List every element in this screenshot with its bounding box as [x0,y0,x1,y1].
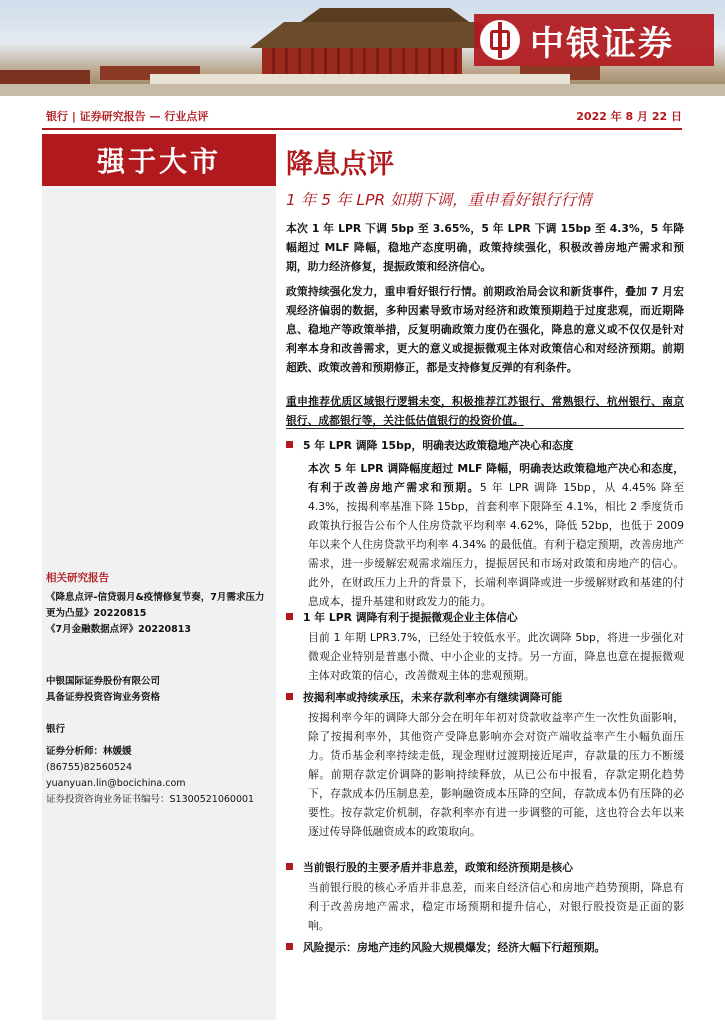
analyst-phone: (86755)82560524 [46,762,132,773]
related-research [46,570,272,638]
view-paragraph: 政策持续强化发力，重申看好银行行情。前期政治局会议和新货事件，叠加 7 月宏观经济偏弱的数据，多种因素导致市场对经济和政策预期趋于过度悲观，而近期降息、稳地产等政策举措，反复明确政策力度仍在强化，降息的意义或不仅仅是针对利率本身和改善需求，更大的意义或提振微观主体对政策信心和对经济预期。前期超跌、政策改善和预期修正，都是支持修复反弹的有利条件。 [286,285,684,374]
bullet-body [308,459,684,611]
banner-hall [262,48,462,74]
boc-logo-icon [480,20,520,60]
banner-ground [0,84,725,96]
related-report-item[interactable]: 《7月金融数据点评》20220813 [46,624,191,635]
related-report-item[interactable]: 《降息点评-信贷弱月&疫情修复节奏，7月需求压力更为凸显》20220815 [46,592,265,619]
rating-banner: 强于大市 [42,134,276,186]
analyst-info [46,744,272,808]
report-category: 银行 | 证券研究报告 — 行业点评 [46,110,209,123]
bullet-heading [286,938,684,957]
banner-wing [0,70,90,84]
industry-name: 银行 [46,724,66,735]
bullet-square-icon [286,863,293,870]
company-qualification: 具备证券投资咨询业务资格 [46,692,161,703]
bullet-body-bold: 本次 5 年 LPR 调降幅度超过 MLF 降幅，明确表达政策稳地产决心和态度，有利于改善房地产需求和预期。 [308,462,684,494]
bullet-square-icon [286,943,293,950]
company-logo [474,14,714,66]
bullet-heading [286,858,684,877]
bullet-heading [286,436,684,455]
bullet-title: 5 年 LPR 调降 15bp，明确表达政策稳地产决心和态度 [303,439,574,452]
bullet-square-icon [286,441,293,448]
header-banner-photo [0,0,725,96]
bullet-square-icon [286,613,293,620]
bullet-heading [286,608,684,627]
recommendation-paragraph: 重申推荐优质区域银行逻辑未变，积极推荐江苏银行、常熟银行、杭州银行、南京银行、成都银行等，关注低估值银行的投资价值。 [286,395,684,427]
bullet-body: 目前 1 年期 LPR3.7%，已经处于较低水平。此次调降 5bp，将进一步强化对微观企业特别是普惠小微、中小企业的支持。另一方面，降息也意在提振微观主体对政策的信心，改善微观主体的悲观预期。 [308,631,684,682]
page-title: 降息点评 [286,149,394,180]
bullet-title: 按揭利率或持续承压，未来存款利率亦有继续调降可能 [303,691,563,704]
summary-paragraph: 本次 1 年 LPR 下调 5bp 至 3.65%，5 年 LPR 下调 15bp 至 4.3%，5 年降幅超过 MLF 降幅，稳地产态度明确，政策持续强化，积极改善房地产需求和预期，助力经济修复，提振政策和经济信心。 [286,222,684,273]
company-info [46,674,272,706]
bullet-body: 当前银行股的核心矛盾并非息差，而来自经济信心和房地产趋势预期，降息有利于改善房地产需求，稳定市场预期和提升信心，对银行股投资是正面的影响。 [308,881,684,932]
report-info-bar [42,100,682,130]
risk-warning: 风险提示：房地产违约风险大规模爆发；经济大幅下行超预期。 [303,941,606,954]
banner-terrace [150,74,570,84]
bullet-square-icon [286,693,293,700]
bullet-body: 按揭利率今年的调降大部分会在明年年初对贷款收益率产生一次性负面影响，除了按揭利率外，其他资产受降息影响亦会对资产端收益率产生小幅负面压力。货币基金利率持续走低，现金理财过渡期接近尾声，存款量的压力不断缓解。前期存款定价调降的影响持续释放，从已公布中报看，存款定期化趋势下，存款成本仍压制息差，影响融资成本压降的空间，存款成本仍有压降的必要性。按存款定价机制，存款利率亦有进一步调整的可能，这也符合去年以来逐过传导降低融资成本的政策取向。 [308,711,684,838]
analyst-email[interactable]: yuanyuan.lin@bocichina.com [46,778,186,789]
bullet-heading [286,688,684,707]
page-subtitle: 1 年 5 年 LPR 如期下调，重申看好银行行情 [286,191,592,209]
industry-label [46,722,272,738]
related-research-title: 相关研究报告 [46,572,109,584]
bullet-title: 当前银行股的主要矛盾并非息差，政策和经济预期是核心 [303,861,573,874]
section-divider [286,428,684,429]
analyst-license: 证券投资咨询业务证书编号：S1300521060001 [46,794,255,805]
logo-text: 中银证券 [530,23,674,64]
bullet-title: 1 年 LPR 调降有利于提振微观企业主体信心 [303,611,518,624]
analyst-name: 证券分析师：林媛媛 [46,746,132,757]
bullet-body-text: 5 年 LPR 调降 15bp，从 4.45% 降至 4.3%，按揭利率基准下降 15bp，首套利率下限降至 4.1%，相比 2 季度货币政策执行报告公布个人住房贷款平均利率 4.62%，降低 52bp，也低于 2009 年以来个人住房贷款平均利率 4.34% 的最低值。有利于稳定预期，改善房地产需求，进一步缓解宏观需求端压力，提振居民和市场对政策和房地产的信心。此外，在财政压力上升的背景下，长端利率调降或进一步缓解财政和基建的付息成本，提升基建和财政发力的能力。 [308,481,685,608]
company-name: 中银国际证券股份有限公司 [46,676,161,687]
report-date: 2022 年 8 月 22 日 [576,110,682,123]
